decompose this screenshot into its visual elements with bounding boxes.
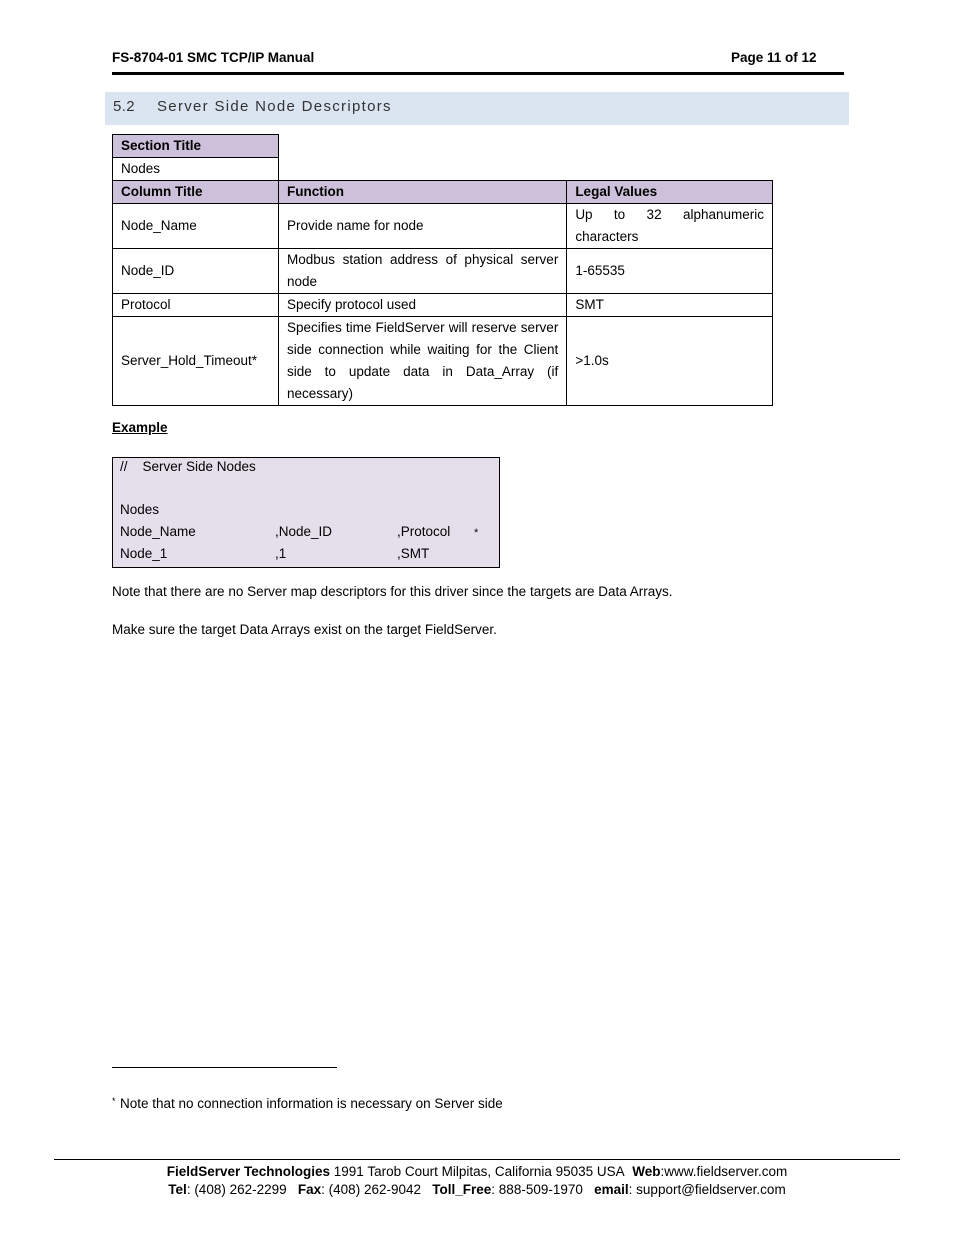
table-cell: Modbus station address of physical server node — [278, 249, 566, 294]
table-cell: Specify protocol used — [278, 294, 566, 317]
table-header-row — [113, 181, 773, 204]
table-cell: Provide name for node — [278, 204, 566, 249]
section-title-header: Section Title — [113, 135, 279, 158]
example-comment: // Server Side Nodes — [120, 459, 256, 474]
column-header: Function — [278, 181, 566, 204]
section-number: 5.2 — [113, 98, 136, 115]
column-header: Legal Values — [567, 181, 773, 204]
footer-fax: : (408) 262-9042 — [321, 1182, 421, 1197]
column-header: Column Title — [113, 181, 279, 204]
header-divider — [112, 72, 844, 75]
table-cell: SMT — [567, 294, 773, 317]
footer-email: : support@fieldserver.com — [628, 1182, 786, 1197]
footer-email-label: email — [594, 1182, 629, 1197]
example-column-name: ,Node_ID — [275, 524, 333, 539]
table-cell: Server_Hold_Timeout* — [113, 317, 279, 406]
footer-fax-label: Fax — [297, 1182, 322, 1197]
table-row — [113, 204, 773, 249]
footer-address-line — [0, 1164, 954, 1179]
footer-tel-label: Tel — [168, 1182, 187, 1197]
table-cell: 1-65535 — [567, 249, 773, 294]
table-cell: >1.0s — [567, 317, 773, 406]
footer-company: FieldServer Technologies — [166, 1164, 331, 1179]
footer-web-label: Web — [632, 1164, 661, 1179]
footnote-text: Note that no connection information is necessary on Server side — [120, 1096, 503, 1111]
section-heading — [105, 92, 849, 125]
section-title: Server Side Node Descriptors — [157, 98, 392, 115]
footnote-reference-mark: * — [474, 527, 479, 539]
section-title-value: Nodes — [113, 158, 279, 181]
footnote-mark: * — [112, 1096, 116, 1106]
node-descriptor-table — [112, 180, 773, 406]
footer-address: 1991 Tarob Court Milpitas, California 95035 USA — [333, 1164, 625, 1179]
footer-web: :www.fieldserver.com — [660, 1164, 788, 1179]
table-row — [113, 294, 773, 317]
page-number: Page 11 of 12 — [731, 50, 817, 65]
table-cell: Node_Name — [113, 204, 279, 249]
table-row — [113, 317, 773, 406]
example-code-box — [112, 457, 500, 568]
footnote-divider — [112, 1067, 337, 1068]
note-paragraph: Note that there are no Server map descriptors for this driver since the targets are Data Arrays. — [112, 584, 673, 599]
section-title-table — [112, 134, 279, 181]
note-paragraph: Make sure the target Data Arrays exist on the target FieldServer. — [112, 622, 497, 637]
table-cell: Specifies time FieldServer will reserve server side connection while waiting for the Client side to update data in Data_Array (if necessary) — [278, 317, 566, 406]
table-row — [113, 249, 773, 294]
footer-tollfree: : 888-509-1970 — [491, 1182, 583, 1197]
table-cell: Protocol — [113, 294, 279, 317]
footer-contact-line — [0, 1182, 954, 1197]
example-column-name: ,Protocol — [397, 524, 451, 539]
footer-tollfree-label: Toll_Free — [432, 1182, 492, 1197]
footer-divider — [54, 1159, 900, 1160]
example-value: ,SMT — [397, 546, 430, 561]
table-cell: Up to 32 alphanumeric characters — [567, 204, 773, 249]
footer-tel: : (408) 262-2299 — [186, 1182, 287, 1197]
example-section-name: Nodes — [120, 502, 160, 517]
example-value: Node_1 — [120, 546, 168, 561]
example-column-name: Node_Name — [120, 524, 196, 539]
document-title: FS-8704-01 SMC TCP/IP Manual — [112, 50, 315, 65]
table-cell: Node_ID — [113, 249, 279, 294]
example-value: ,1 — [275, 546, 287, 561]
example-heading: Example — [112, 420, 168, 435]
